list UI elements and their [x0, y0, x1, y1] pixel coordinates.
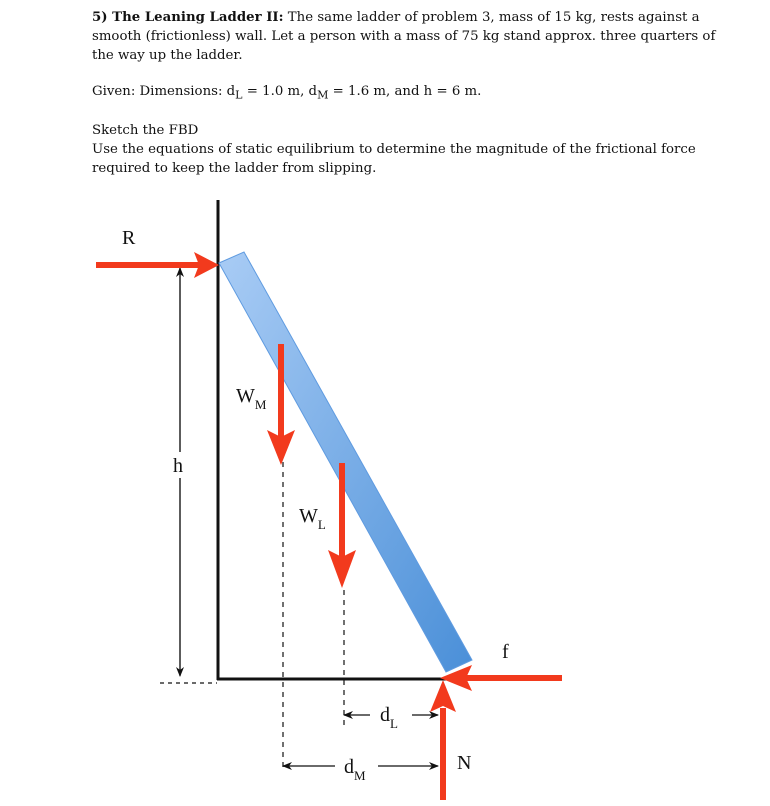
WM-label: $W_M$: [236, 385, 267, 412]
given-part2: = 1.6 m, and h = 6 m.: [328, 84, 482, 99]
WL-label: $W_L$: [299, 505, 326, 532]
ladder: [219, 252, 472, 672]
N-label: N: [457, 752, 472, 774]
problem-text: The same ladder of problem 3, mass of 15 kg, rests against a smooth (frictionless) wall. Let a person with a mass of 75 kg stand approx. three quarters of the way up the ladder.: [92, 10, 716, 63]
instruction-sketch: Sketch the FBD: [92, 123, 199, 138]
R-label: R: [122, 227, 136, 249]
given-prefix: Given: Dimensions: d: [92, 84, 236, 99]
f-label: f: [502, 641, 509, 663]
given-sub-M: M: [317, 88, 329, 102]
dM-label: $d_M$: [344, 756, 366, 783]
given-part1: = 1.0 m, d: [242, 84, 318, 99]
dL-label: $d_L$: [380, 704, 398, 731]
given-sub-L: L: [235, 88, 243, 102]
problem-title: 5) The Leaning Ladder II:: [92, 10, 284, 25]
f-force-arrow: [440, 665, 562, 691]
h-label: h: [173, 455, 183, 477]
R-force-arrow: [96, 252, 219, 278]
instruction-equilibrium: Use the equations of static equilibrium to determine the magnitude of the frictional force required to keep the ladder from slipping.: [92, 142, 696, 176]
N-force-arrow: [430, 680, 456, 800]
